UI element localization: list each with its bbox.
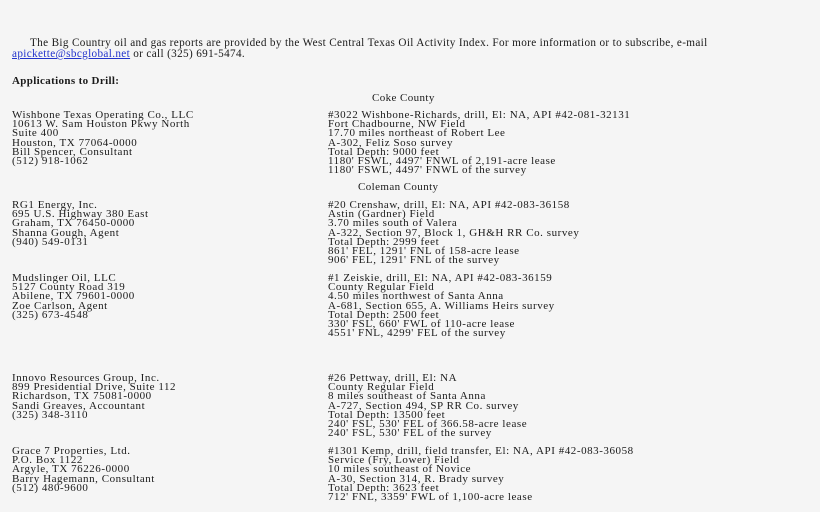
operator-contact: Sandi Greaves, Accountant — [12, 399, 146, 412]
operator-address: 5127 County Road 319 — [12, 281, 126, 294]
operator-city: Abilene, TX 79601-0000 — [12, 290, 135, 303]
operator-city: Houston, TX 77064-0000 — [12, 136, 138, 149]
well-depth: Total Depth: 2500 feet — [328, 308, 440, 321]
operator-block — [12, 374, 176, 420]
operator-block — [12, 111, 194, 166]
well-field: Fort Chadbourne, NW Field — [328, 118, 466, 131]
operator-phone: (325) 673-4548 — [12, 308, 89, 321]
well-survey-position: 4551' FNL, 4299' FEL of the survey — [328, 327, 506, 340]
well-field: Astin (Gardner) Field — [328, 208, 435, 221]
operator-address: Suite 400 — [12, 127, 59, 140]
well-field: Service (Fry, Lower) Field — [328, 454, 460, 467]
well-lease-position: 330' FSL, 660' FWL of 110-acre lease — [328, 317, 515, 330]
operator-phone: (512) 480-9600 — [12, 481, 89, 494]
well-lease-position: 712' FNL, 3359' FWL of 1,100-acre lease — [328, 490, 533, 503]
well-location: 10 miles southeast of Novice — [328, 463, 472, 476]
well-permit: #1301 Kemp, drill, field transfer, El: NA, API #42-083-36058 — [328, 445, 634, 457]
well-block — [328, 274, 555, 338]
intro-paragraph — [12, 38, 812, 60]
well-block — [328, 201, 579, 265]
operator-address: 695 U.S. Highway 380 East — [12, 208, 149, 221]
operator-contact: Bill Spencer, Consultant — [12, 145, 133, 158]
well-location: 3.70 miles south of Valera — [328, 217, 458, 230]
well-survey: A-727, Section 494, SP RR Co. survey — [328, 399, 519, 412]
well-survey: A-322, Section 97, Block 1, GH&H RR Co. survey — [328, 226, 580, 239]
well-block — [328, 447, 634, 502]
operator-name: Wishbone Texas Operating Co., LLC — [12, 109, 194, 121]
intro-text-after: or call (325) 691-5474. — [130, 48, 246, 60]
operator-contact: Barry Hagemann, Consultant — [12, 472, 155, 485]
well-survey: A-30, Section 314, R. Brady survey — [328, 472, 505, 485]
operator-address: 899 Presidential Drive, Suite 112 — [12, 381, 177, 394]
well-depth: Total Depth: 9000 feet — [328, 145, 440, 158]
operator-phone: (940) 549-0131 — [12, 235, 89, 248]
well-permit: #3022 Wishbone-Richards, drill, El: NA, API #42-081-32131 — [328, 109, 631, 121]
well-permit: #26 Pettway, drill, El: NA — [328, 372, 458, 384]
well-field: County Regular Field — [328, 381, 435, 394]
well-survey: A-302, Feliz Soso survey — [328, 136, 454, 149]
well-lease-position: 1180' FSWL, 4497' FNWL of 2,191-acre lease — [328, 154, 556, 167]
operator-contact: Shanna Gough, Agent — [12, 226, 120, 239]
operator-name: Grace 7 Properties, Ltd. — [12, 445, 131, 457]
section-title: Applications to Drill: — [12, 75, 120, 87]
well-survey-position: 240' FSL, 530' FEL of the survey — [328, 427, 492, 440]
operator-address: 10613 W. Sam Houston Pkwy North — [12, 118, 190, 131]
operator-city: Richardson, TX 75081-0000 — [12, 390, 152, 403]
operator-block — [12, 447, 155, 493]
well-depth: Total Depth: 2999 feet — [328, 235, 440, 248]
well-location: 4.50 miles northwest of Santa Anna — [328, 290, 504, 303]
operator-phone: (325) 348-3110 — [12, 408, 89, 421]
intro-text: The Big Country oil and gas reports are provided by the West Central Texas Oil Activity Index. For more information or to subscribe, e-mail — [30, 37, 708, 49]
well-depth: Total Depth: 3623 feet — [328, 481, 440, 494]
well-block — [328, 374, 527, 438]
operator-city: Argyle, TX 76226-0000 — [12, 463, 130, 476]
well-lease-position: 240' FSL, 530' FEL of 366.58-acre lease — [328, 417, 528, 430]
operator-name: Innovo Resources Group, Inc. — [12, 372, 160, 384]
operator-city: Graham, TX 76450-0000 — [12, 217, 135, 230]
well-location: 8 miles southeast of Santa Anna — [328, 390, 486, 403]
well-survey-position: 906' FEL, 1291' FNL of the survey — [328, 254, 500, 267]
operator-name: RG1 Energy, Inc. — [12, 199, 98, 211]
email-link[interactable]: apickette@sbcglobal.net — [12, 48, 131, 60]
county-heading-coleman: Coleman County — [358, 181, 439, 193]
well-lease-position: 861' FEL, 1291' FNL of 158-acre lease — [328, 244, 520, 257]
operator-contact: Zoe Carlson, Agent — [12, 299, 108, 312]
well-permit: #1 Zeiskie, drill, El: NA, API #42-083-36159 — [328, 272, 553, 284]
well-block — [328, 111, 630, 175]
county-heading-coke: Coke County — [372, 92, 435, 104]
operator-name: Mudslinger Oil, LLC — [12, 272, 117, 284]
well-survey-position: 1180' FSWL, 4497' FNWL of the survey — [328, 164, 527, 177]
operator-address: P.O. Box 1122 — [12, 454, 83, 467]
operator-block — [12, 274, 135, 320]
well-depth: Total Depth: 13500 feet — [328, 408, 446, 421]
operator-phone: (512) 918-1062 — [12, 154, 89, 167]
well-permit: #20 Crenshaw, drill, El: NA, API #42-083-36158 — [328, 199, 570, 211]
operator-block — [12, 201, 149, 247]
well-location: 17.70 miles northeast of Robert Lee — [328, 127, 506, 140]
well-survey: A-681, Section 655, A. Williams Heirs survey — [328, 299, 555, 312]
well-field: County Regular Field — [328, 281, 435, 294]
